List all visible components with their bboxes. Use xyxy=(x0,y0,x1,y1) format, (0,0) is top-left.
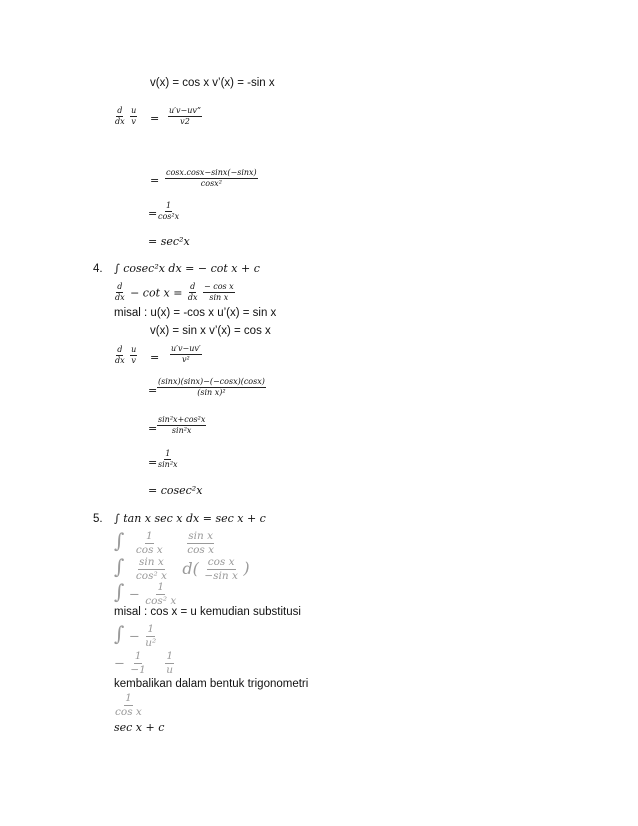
integral-icon: ∫ xyxy=(114,621,125,646)
quotient-lhs-2: $\frac{d}{dx}$ $\frac{u}{v}$ xyxy=(115,345,137,365)
equals-sign: = xyxy=(150,112,160,125)
step-3-fraction: $\frac{1}{\text{cos²x}}$ xyxy=(158,201,180,221)
image-integral-1: ∫ $\frac{1}{\text{cos x}}$ $\frac{\text{sin x}}{\text{cos x}}$ xyxy=(114,528,215,556)
quotient-rule-1: $\frac{u'v-uv”}{v2}$ xyxy=(169,106,201,126)
image-expression-5: − $\frac{1}{-1}$ $\frac{1}{u}$ xyxy=(114,650,174,676)
integral-icon: ∫ xyxy=(114,554,125,579)
integral-icon: ∫ xyxy=(114,579,125,604)
image-integral-2: ∫ $\frac{\text{sin x}}{\text{cos² x}}$ d( $\frac{\text{cos x}}{\text{−sin x}}$ ) xyxy=(114,554,250,582)
step-7-fraction: $\frac{1}{\text{sin²x}}$ xyxy=(158,449,178,469)
quotient-rule-2: $\frac{u'v-uv'}{\text{v²}}$ xyxy=(171,344,201,364)
image-expression-6: $\frac{1}{\text{cos x}}$ xyxy=(115,692,142,718)
equals-sign: = xyxy=(150,174,160,187)
image-integral-4: ∫ − $\frac{1}{\text{u²}}$ xyxy=(114,621,157,649)
step-5-fraction: $\frac{(\sin x)(\sin x)-(-\cos x)(\cos x)}{\text{(sin x)²}}$ xyxy=(158,377,265,397)
step-4-result: = sec²x xyxy=(148,235,190,248)
misal-4: misal : u(x) = -cos x u’(x) = sin x xyxy=(114,307,277,319)
v-definition-2: v(x) = sin x v’(x) = cos x xyxy=(150,325,271,337)
item-4-number: 4. xyxy=(93,263,103,275)
image-integral-3: ∫ − $\frac{1}{\text{cos² x}}$ xyxy=(114,579,177,607)
item-5-number: 5. xyxy=(93,513,103,525)
equals-sign: = xyxy=(148,384,158,397)
derivative-line: $\frac{d}{dx}$ − cot x = $\frac{d}{dx}$ $\frac{\text{− cos x}}{\text{sin x}}$ xyxy=(115,282,234,302)
kembalikan-text: kembalikan dalam bentuk trigonometri xyxy=(114,678,309,690)
item-4-equation: ∫ cosec²x dx = − cot x + c xyxy=(114,262,260,275)
step-2-fraction: $\frac{\cos x.\cos x-\sin x(-\sin x)}{\text{cosx²}}$ xyxy=(166,168,257,188)
equals-sign: = xyxy=(148,422,158,435)
equals-sign: = xyxy=(150,351,160,364)
final-result: sec x + c xyxy=(114,721,165,734)
misal-5: misal : cos x = u kemudian substitusi xyxy=(114,606,301,618)
v-definition-1: v(x) = cos x v’(x) = -sin x xyxy=(150,77,275,89)
equals-sign: = xyxy=(148,456,158,469)
step-8-result: = cosec²x xyxy=(148,484,203,497)
item-5-equation: ∫ tan x sec x dx = sec x + c xyxy=(114,512,266,525)
quotient-lhs-1: $\frac{d}{dx}$ $\frac{u}{v}$ xyxy=(115,106,137,126)
equals-sign: = xyxy=(148,207,158,220)
integral-icon: ∫ xyxy=(114,528,125,553)
step-6-fraction: $\frac{\text{sin²x+cos²x}}{\text{sin²x}}$ xyxy=(158,415,206,435)
